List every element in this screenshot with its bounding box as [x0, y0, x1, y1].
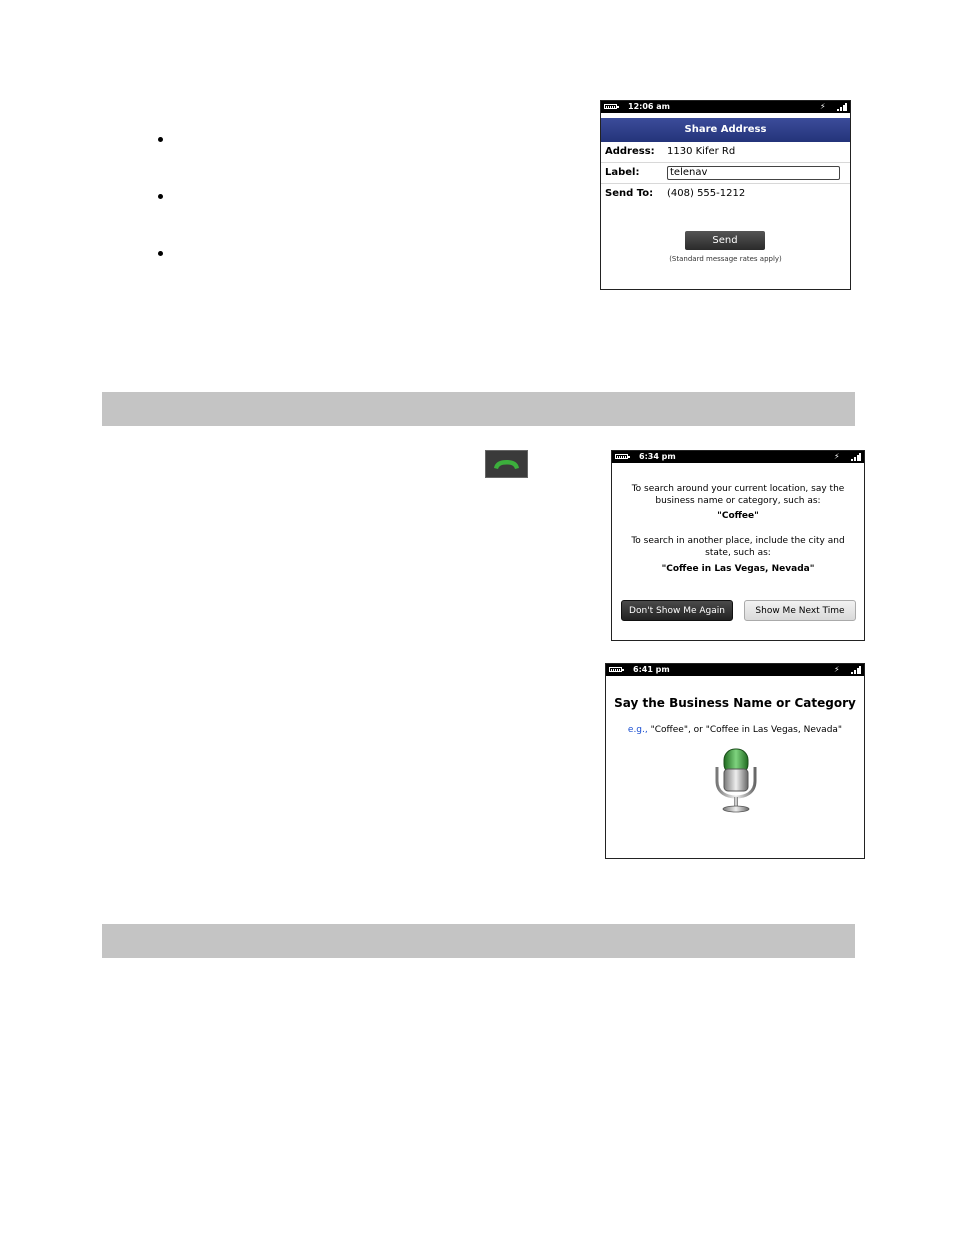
label-row — [601, 163, 850, 184]
battery-icon — [615, 454, 628, 459]
status-bar — [606, 664, 864, 676]
tip-remote-example: "Coffee in Las Vegas, Nevada" — [661, 564, 815, 574]
tip-local-text: To search around your current location, say the business name or category, such as: — [631, 484, 845, 506]
voice-tips-screen — [611, 450, 865, 641]
label-label: Label: — [605, 167, 640, 178]
signal-bars-icon — [833, 103, 847, 111]
sendto-row — [601, 184, 850, 204]
signal-arrows-icon: ⚡ — [834, 665, 840, 674]
show-next-time-button[interactable]: Show Me Next Time — [744, 600, 856, 621]
tip-local-example: "Coffee" — [717, 511, 759, 521]
screen-title: Share Address — [601, 118, 850, 142]
phone-call-icon — [485, 450, 528, 478]
address-row — [601, 142, 850, 163]
signal-bars-icon — [847, 666, 861, 674]
dont-show-again-button[interactable]: Don't Show Me Again — [621, 600, 733, 621]
example-text: "Coffee", or "Coffee in Las Vegas, Nevada" — [647, 725, 843, 735]
share-address-screen — [600, 100, 851, 290]
signal-arrows-icon: ⚡ — [834, 452, 840, 461]
bullet-item — [156, 135, 164, 143]
section-header-bar — [102, 392, 855, 426]
sendto-value: (408) 555-1212 — [667, 188, 746, 199]
example-prefix: e.g., — [627, 725, 648, 735]
label-input[interactable]: telenav — [667, 166, 840, 180]
address-value: 1130 Kifer Rd — [667, 146, 736, 157]
bullet-item — [156, 192, 164, 200]
status-bar — [601, 101, 850, 113]
voice-search-screen — [605, 663, 865, 859]
voice-prompt-example — [606, 725, 864, 735]
bullet-item — [156, 249, 164, 257]
tip-remote-text: To search in another place, include the city and state, such as: — [631, 536, 845, 558]
section-header-bar — [102, 924, 855, 958]
status-time: 12:06 am — [628, 102, 670, 111]
battery-icon — [609, 667, 622, 672]
signal-bars-icon — [847, 453, 861, 461]
sendto-label: Send To: — [605, 188, 654, 199]
battery-icon — [604, 104, 617, 109]
rates-note: (Standard message rates apply) — [669, 255, 782, 263]
status-time: 6:41 pm — [633, 665, 670, 674]
status-time: 6:34 pm — [639, 452, 676, 461]
status-bar — [612, 451, 864, 463]
send-button[interactable]: Send — [685, 231, 765, 250]
voice-prompt-title: Say the Business Name or Category — [614, 696, 856, 710]
signal-arrows-icon: ⚡ — [820, 102, 826, 111]
address-label: Address: — [605, 146, 655, 157]
microphone-icon[interactable] — [711, 747, 761, 815]
